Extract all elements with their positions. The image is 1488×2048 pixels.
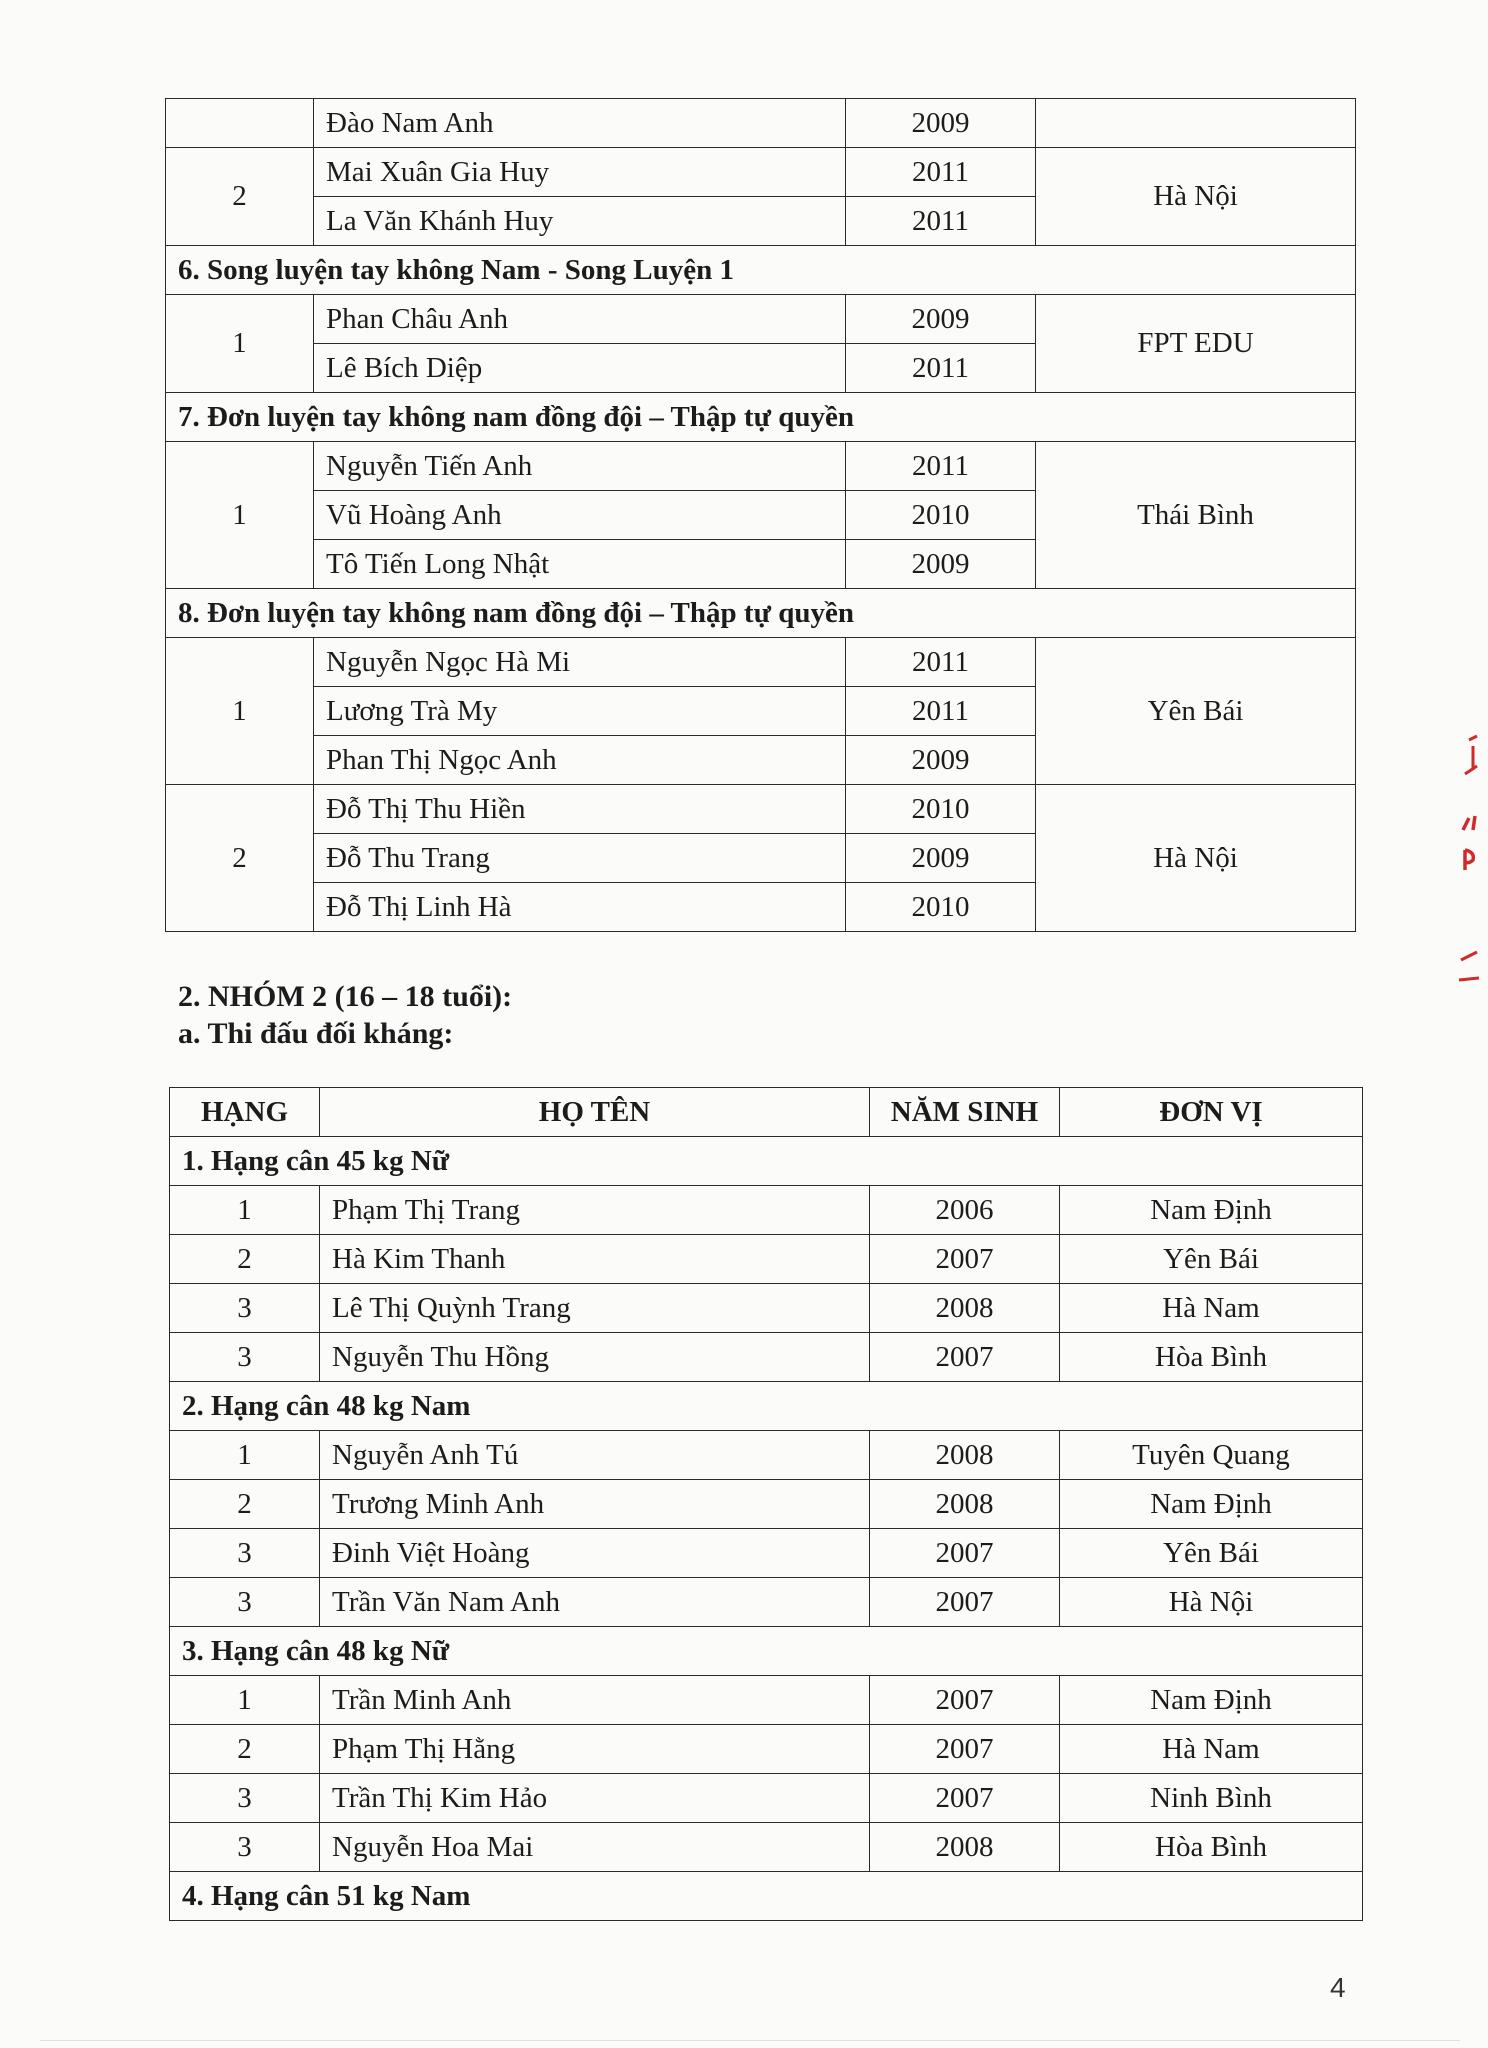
name-cell: Trần Văn Nam Anh <box>320 1578 870 1627</box>
category-row <box>170 1627 1363 1676</box>
unit-cell: Yên Bái <box>1060 1529 1363 1578</box>
name-cell: Đinh Việt Hoàng <box>320 1529 870 1578</box>
unit-cell: Yên Bái <box>1036 638 1356 785</box>
rank-cell: 2 <box>170 1235 320 1284</box>
table-row <box>170 1186 1363 1235</box>
unit-cell: Ninh Bình <box>1060 1774 1363 1823</box>
name-cell: Phan Châu Anh <box>314 295 846 344</box>
table-row <box>170 1774 1363 1823</box>
year-cell: 2010 <box>846 491 1036 540</box>
year-cell: 2008 <box>870 1823 1060 1872</box>
rank-cell: 1 <box>170 1676 320 1725</box>
table-row <box>166 99 1356 148</box>
name-cell: Đỗ Thị Linh Hà <box>314 883 846 932</box>
rank-cell: 2 <box>170 1480 320 1529</box>
category-title: 2. Hạng cân 48 kg Nam <box>170 1382 1363 1431</box>
name-cell: Vũ Hoàng Anh <box>314 491 846 540</box>
unit-cell: Thái Bình <box>1036 442 1356 589</box>
year-cell: 2007 <box>870 1676 1060 1725</box>
unit-cell: Hà Nam <box>1060 1284 1363 1333</box>
unit-cell: Hà Nam <box>1060 1725 1363 1774</box>
name-cell: Tô Tiến Long Nhật <box>314 540 846 589</box>
unit-cell: Hà Nội <box>1036 148 1356 246</box>
year-cell: 2009 <box>846 540 1036 589</box>
results-table-group1 <box>165 98 1356 932</box>
name-cell: Nguyễn Ngọc Hà Mi <box>314 638 846 687</box>
year-cell: 2007 <box>870 1578 1060 1627</box>
rank-cell: 1 <box>170 1431 320 1480</box>
year-cell: 2011 <box>846 638 1036 687</box>
unit-cell: Hòa Bình <box>1060 1823 1363 1872</box>
name-cell: Lê Bích Diệp <box>314 344 846 393</box>
section-title: 7. Đơn luyện tay không nam đồng đội – Thập tự quyền <box>166 393 1356 442</box>
table-row <box>166 638 1356 687</box>
header-row <box>170 1088 1363 1137</box>
category-row <box>170 1382 1363 1431</box>
table-row <box>170 1578 1363 1627</box>
year-cell: 2010 <box>846 883 1036 932</box>
scan-edge-line <box>40 2040 1460 2041</box>
year-cell: 2011 <box>846 344 1036 393</box>
year-cell: 2006 <box>870 1186 1060 1235</box>
rank-cell <box>166 99 314 148</box>
name-cell: Lương Trà My <box>314 687 846 736</box>
unit-cell: Tuyên Quang <box>1060 1431 1363 1480</box>
name-cell: Trần Thị Kim Hảo <box>320 1774 870 1823</box>
name-cell: La Văn Khánh Huy <box>314 197 846 246</box>
name-cell: Nguyễn Anh Tú <box>320 1431 870 1480</box>
table-row <box>170 1480 1363 1529</box>
group2-heading: 2. NHÓM 2 (16 – 18 tuổi): <box>178 980 513 1013</box>
name-cell: Đào Nam Anh <box>314 99 846 148</box>
name-cell: Đỗ Thị Thu Hiền <box>314 785 846 834</box>
section-title-row <box>166 589 1356 638</box>
group2-subheading: a. Thi đấu đối kháng: <box>178 1017 454 1050</box>
name-cell: Nguyễn Tiến Anh <box>314 442 846 491</box>
year-cell: 2009 <box>846 295 1036 344</box>
unit-cell: Hà Nội <box>1036 785 1356 932</box>
table-row <box>170 1284 1363 1333</box>
name-cell: Trần Minh Anh <box>320 1676 870 1725</box>
year-cell: 2007 <box>870 1333 1060 1382</box>
name-cell: Phạm Thị Hằng <box>320 1725 870 1774</box>
year-cell: 2008 <box>870 1480 1060 1529</box>
name-cell: Nguyễn Thu Hồng <box>320 1333 870 1382</box>
year-cell: 2008 <box>870 1431 1060 1480</box>
name-cell: Lê Thị Quỳnh Trang <box>320 1284 870 1333</box>
year-cell: 2009 <box>846 736 1036 785</box>
unit-cell: Nam Định <box>1060 1676 1363 1725</box>
year-cell: 2011 <box>846 197 1036 246</box>
page-number: 4 <box>1330 1972 1346 2003</box>
year-cell: 2007 <box>870 1774 1060 1823</box>
category-row <box>170 1137 1363 1186</box>
header-year: NĂM SINH <box>870 1088 1060 1137</box>
rank-cell: 3 <box>170 1529 320 1578</box>
unit-cell: Yên Bái <box>1060 1235 1363 1284</box>
table-row <box>170 1333 1363 1382</box>
year-cell: 2009 <box>846 834 1036 883</box>
name-cell: Phan Thị Ngọc Anh <box>314 736 846 785</box>
rank-cell: 3 <box>170 1578 320 1627</box>
category-row <box>170 1872 1363 1921</box>
rank-cell: 3 <box>170 1774 320 1823</box>
rank-cell: 3 <box>170 1823 320 1872</box>
rank-cell: 1 <box>166 638 314 785</box>
category-title: 4. Hạng cân 51 kg Nam <box>170 1872 1363 1921</box>
year-cell: 2011 <box>846 687 1036 736</box>
rank-cell: 3 <box>170 1284 320 1333</box>
table-body <box>170 1137 1363 1921</box>
unit-cell: Nam Định <box>1060 1186 1363 1235</box>
year-cell: 2007 <box>870 1529 1060 1578</box>
name-cell: Mai Xuân Gia Huy <box>314 148 846 197</box>
unit-cell: FPT EDU <box>1036 295 1356 393</box>
name-cell: Nguyễn Hoa Mai <box>320 1823 870 1872</box>
year-cell: 2010 <box>846 785 1036 834</box>
year-cell: 2008 <box>870 1284 1060 1333</box>
table-row <box>170 1431 1363 1480</box>
section-title-row <box>166 393 1356 442</box>
category-title: 3. Hạng cân 48 kg Nữ <box>170 1627 1363 1676</box>
name-cell: Hà Kim Thanh <box>320 1235 870 1284</box>
section-title: 6. Song luyện tay không Nam - Song Luyện 1 <box>166 246 1356 295</box>
name-cell: Trương Minh Anh <box>320 1480 870 1529</box>
rank-cell: 1 <box>166 295 314 393</box>
name-cell: Đỗ Thu Trang <box>314 834 846 883</box>
unit-cell <box>1036 99 1356 148</box>
unit-cell: Hà Nội <box>1060 1578 1363 1627</box>
table-row <box>170 1529 1363 1578</box>
table-row <box>170 1823 1363 1872</box>
rank-cell: 3 <box>170 1333 320 1382</box>
table-row <box>166 295 1356 344</box>
red-stamp-mark <box>1455 730 1485 1000</box>
table-row <box>170 1725 1363 1774</box>
rank-cell: 1 <box>170 1186 320 1235</box>
section-title: 8. Đơn luyện tay không nam đồng đội – Thập tự quyền <box>166 589 1356 638</box>
year-cell: 2007 <box>870 1725 1060 1774</box>
year-cell: 2011 <box>846 148 1036 197</box>
results-table-group2 <box>169 1087 1363 1921</box>
table-row <box>170 1676 1363 1725</box>
rank-cell: 1 <box>166 442 314 589</box>
rank-cell: 2 <box>166 785 314 932</box>
unit-cell: Nam Định <box>1060 1480 1363 1529</box>
table-row <box>166 148 1356 197</box>
header-name: HỌ TÊN <box>320 1088 870 1137</box>
table-row <box>166 442 1356 491</box>
year-cell: 2011 <box>846 442 1036 491</box>
year-cell: 2009 <box>846 99 1036 148</box>
rank-cell: 2 <box>170 1725 320 1774</box>
table-row <box>166 785 1356 834</box>
header-rank: HẠNG <box>170 1088 320 1137</box>
header-unit: ĐƠN VỊ <box>1060 1088 1363 1137</box>
unit-cell: Hòa Bình <box>1060 1333 1363 1382</box>
category-title: 1. Hạng cân 45 kg Nữ <box>170 1137 1363 1186</box>
year-cell: 2007 <box>870 1235 1060 1284</box>
rank-cell: 2 <box>166 148 314 246</box>
name-cell: Phạm Thị Trang <box>320 1186 870 1235</box>
section-title-row <box>166 246 1356 295</box>
table-row <box>170 1235 1363 1284</box>
